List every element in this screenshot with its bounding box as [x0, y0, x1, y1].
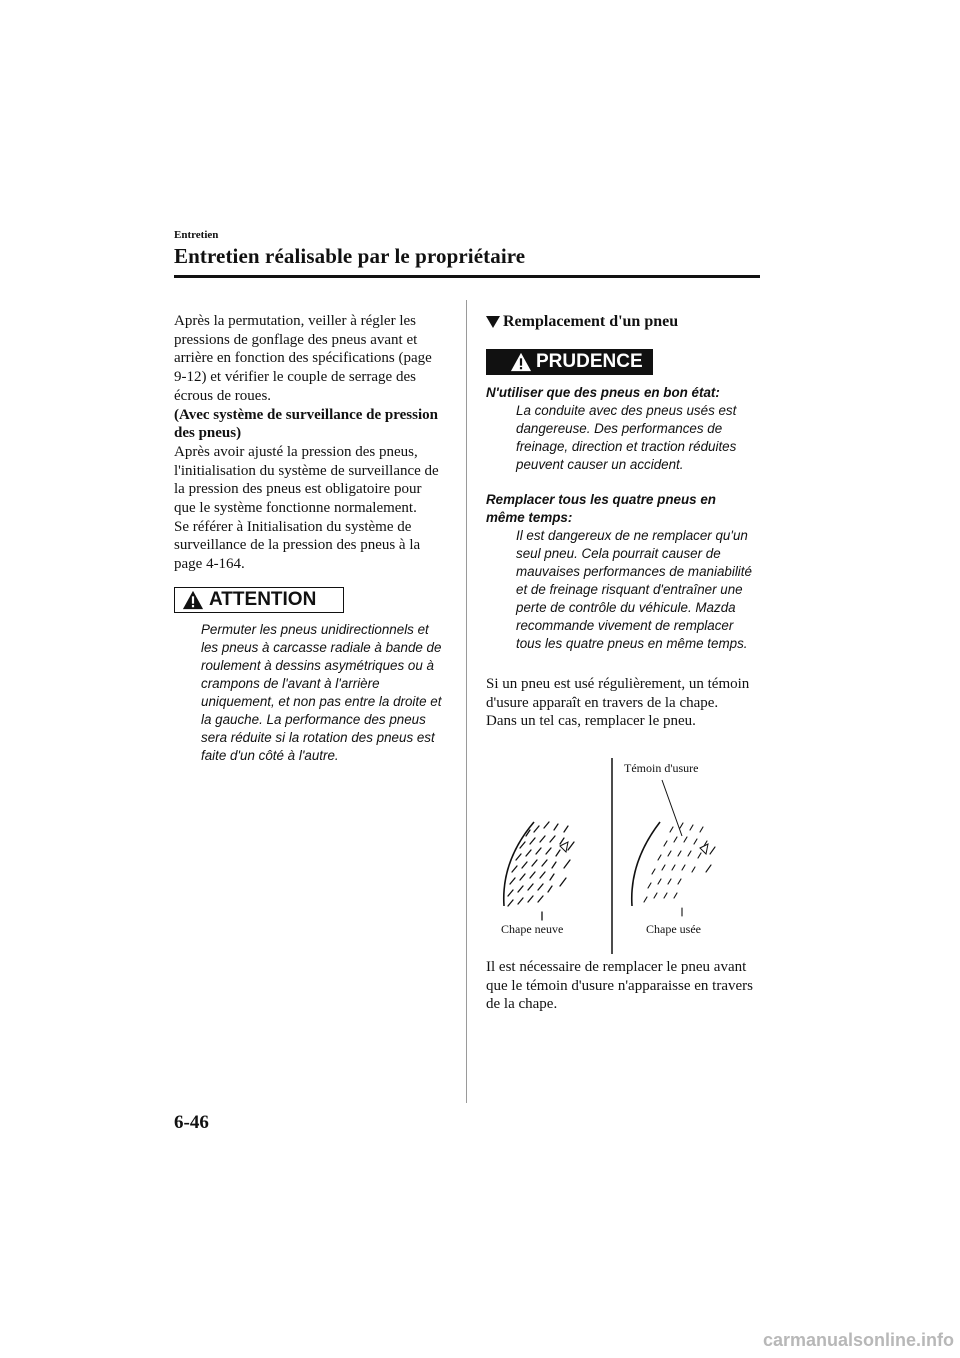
prudence-box: [486, 349, 653, 375]
title-rule: [174, 275, 760, 278]
prudence-item2-title: Remplacer tous les quatre pneus en même temps:: [486, 492, 716, 525]
worn-tread-label: Chape usée: [646, 922, 701, 936]
watermark: carmanualsonline.info: [762, 1330, 954, 1350]
prudence-content: [486, 384, 760, 653]
new-tread-label: Chape neuve: [501, 922, 564, 936]
attention-box: [174, 587, 344, 613]
warning-icon: [182, 589, 204, 611]
triangle-down-icon: [486, 316, 500, 328]
column-divider: [466, 300, 467, 1103]
tire-replacement-heading: [486, 313, 678, 331]
wear-paragraph-block: [486, 675, 760, 731]
attention-label: ATTENTION: [209, 589, 317, 610]
tread-figure: [486, 756, 760, 956]
page-title: Entretien réalisable par le propriétaire: [174, 244, 526, 268]
wear-indicator-paragraph: Si un pneu est usé régulièrement, un témoin d'usure apparaît en travers de la chape.: [486, 676, 750, 711]
tpms-paragraph: Après avoir ajusté la pression des pneus, l'initialisation du système de surveillance de la pression des pneus est obligatoire pour que le système fonctionne normalement.: [174, 443, 439, 517]
attention-text: Permuter les pneus unidirectionnels et les pneus à carcasse radiale à bande de roulement à dessins asymétriques ou à crampons de l'avant à l'arrière uniquement, et non pas entre la droite et la gauche. La performance des pneus sera réduite si la rotation des pneus est faite d'un côté à l'autre.: [201, 622, 442, 763]
replace-before-paragraph: Il est nécessaire de remplacer le pneu avant que le témoin d'usure n'apparaisse en travers de la chape.: [486, 959, 753, 1013]
prudence-item1-text: La conduite avec des pneus usés est dangereuse. Des performances de freinage, direction et traction réduites peuvent causer un accident.: [516, 403, 737, 472]
tpms-heading: (Avec système de surveillance de pression des pneus): [174, 406, 438, 442]
page-number: 6-46: [174, 1112, 209, 1133]
tpms-reference-paragraph: Se référer à Initialisation du système de surveillance de la pression des pneus à la page 4-164.: [174, 518, 421, 573]
replace-paragraph: Dans un tel cas, remplacer le pneu.: [486, 713, 696, 730]
warning-icon: [510, 351, 532, 373]
rotation-paragraph: Après la permutation, veiller à régler les pressions de gonflage des pneus avant et arrière en fonction des spécifications (page 9-12) et vérifier le couple de serrage des écrous de roues.: [174, 313, 432, 404]
prudence-item1-title: N'utiliser que des pneus en bon état:: [486, 385, 720, 400]
prudence-label: PRUDENCE: [536, 351, 643, 372]
prudence-item2-text: Il est dangereux de ne remplacer qu'un seul pneu. Cela pourrait causer de mauvaises performances de maniabilité et de freinage risquant d'entraîner une perte de contrôle du véhicule. Mazda recommande vivement de remplacer tous les quatre pneus en même temps.: [516, 528, 752, 651]
tire-replacement-title: Remplacement d'un pneu: [503, 313, 679, 330]
left-column: [174, 312, 446, 574]
section-label: Entretien: [174, 229, 219, 241]
wear-indicator-label: Témoin d'usure: [624, 761, 699, 775]
